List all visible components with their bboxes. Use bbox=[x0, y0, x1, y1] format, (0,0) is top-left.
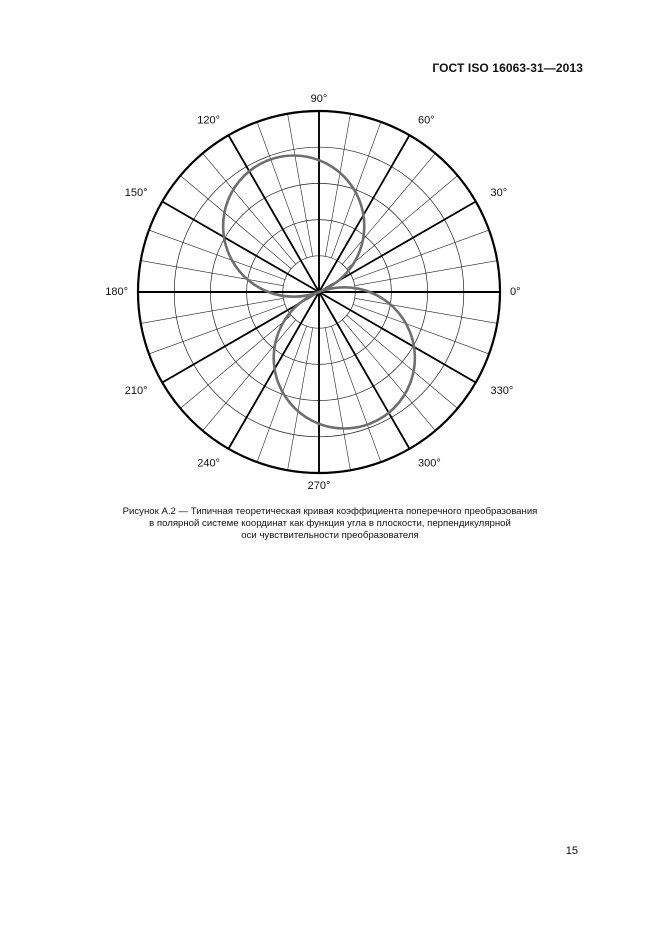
angle-label: 210° bbox=[124, 384, 148, 397]
angle-label: 90° bbox=[310, 92, 328, 105]
caption-line: в полярной системе координат как функция угла в плоскости, перпендикулярной bbox=[149, 518, 511, 529]
angle-label: 270° bbox=[307, 479, 331, 492]
angle-label: 150° bbox=[124, 186, 148, 199]
caption-line: оси чувствительности преобразователя bbox=[241, 530, 419, 541]
angle-label: 300° bbox=[418, 457, 441, 470]
figure-caption bbox=[60, 506, 600, 542]
angle-label: 0° bbox=[510, 285, 521, 298]
angle-label: 30° bbox=[490, 186, 508, 199]
page-number: 15 bbox=[565, 845, 578, 857]
caption-line: Рисунок А.2 — Типичная теоретическая кривая коэффициента поперечного преобразования bbox=[122, 506, 538, 517]
document-standard-code: ГОСТ ISO 16063-31—2013 bbox=[432, 61, 583, 75]
angle-label: 60° bbox=[418, 114, 435, 127]
angle-label: 330° bbox=[490, 384, 514, 397]
angle-label: 240° bbox=[197, 457, 220, 470]
angle-label: 180° bbox=[105, 285, 128, 298]
angle-label: 120° bbox=[197, 114, 220, 127]
